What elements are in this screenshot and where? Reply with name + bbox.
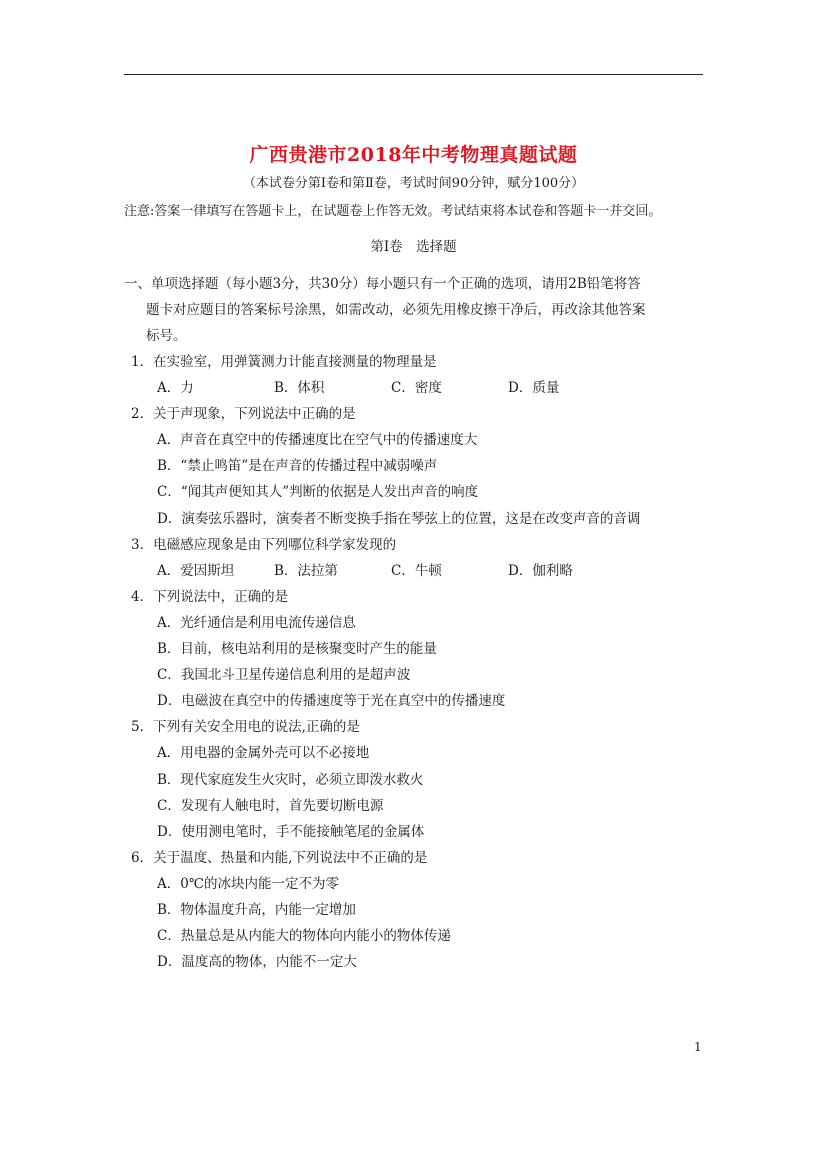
option-row: [131, 558, 711, 584]
option: B．体积: [274, 380, 325, 397]
option: B．现代家庭发生火灾时，必须立即泼水救火: [157, 771, 424, 788]
question-list: [131, 349, 711, 975]
option: A．0℃的冰块内能一定不为零: [157, 875, 339, 892]
option: B．物体温度升高，内能一定增加: [157, 901, 356, 918]
option: D．温度高的物体，内能不一定大: [157, 954, 357, 971]
question-stem: 3．电磁感应现象是由下列哪位科学家发现的: [131, 536, 397, 553]
exam-info: （本试卷分第Ⅰ卷和第Ⅱ卷，考试时间90分钟，赋分100分）: [242, 176, 585, 191]
option: D．伽利略: [508, 562, 573, 579]
question-stem: 5．下列有关安全用电的说法,正确的是: [131, 719, 360, 736]
question-stem: 4．下列说法中，正确的是: [131, 588, 289, 605]
option: A．声音在真空中的传播速度比在空气中的传播速度大: [157, 432, 478, 449]
instructions-line: 标号。: [146, 328, 187, 344]
question-stem: 2．关于声现象，下列说法中正确的是: [131, 406, 356, 423]
option: D．电磁波在真空中的传播速度等于光在真空中的传播速度: [157, 693, 506, 710]
option: B．目前，核电站利用的是核聚变时产生的能量: [157, 641, 437, 658]
option-row: [131, 375, 711, 401]
instructions-line: 一、单项选择题（每小题3分，共30分）每小题只有一个正确的选项，请用2B铅笔将答: [124, 276, 641, 292]
option: A．用电器的金属外壳可以不必接地: [157, 745, 370, 762]
exam-notice: 注意:答案一律填写在答题卡上，在试题卷上作答无效。考试结束将本试卷和答题卡一并交回。: [124, 204, 662, 219]
header-rule: [124, 74, 703, 75]
option: C．密度: [391, 380, 442, 397]
option: C．发现有人触电时，首先要切断电源: [157, 797, 384, 814]
question-stem: 6．关于温度、热量和内能,下列说法中不正确的是: [131, 849, 428, 866]
option: B．“禁止鸣笛”是在声音的传播过程中减弱噪声: [157, 458, 438, 475]
option: A．力: [157, 380, 194, 397]
option: D．质量: [508, 380, 560, 397]
option: C．牛顿: [391, 562, 442, 579]
option: C．热量总是从内能大的物体向内能小的物体传递: [157, 928, 451, 945]
part-one-instructions: [124, 271, 710, 349]
question-stem: 1．在实验室，用弹簧测力计能直接测量的物理量是: [131, 354, 437, 370]
option: B．法拉第: [274, 562, 338, 579]
option: A．光纤通信是利用电流传递信息: [157, 614, 356, 631]
instructions-line: 题卡对应题目的答案标号涂黑，如需改动，必须先用橡皮擦干净后，再改涂其他答案: [146, 302, 646, 318]
page-number: 1: [694, 1040, 702, 1054]
option: C．我国北斗卫星传递信息利用的是超声波: [157, 667, 411, 684]
option: C．“闻其声便知其人”判断的依据是人发出声音的响度: [157, 484, 479, 501]
option: A．爱因斯坦: [157, 562, 235, 579]
option: D．演奏弦乐器时，演奏者不断变换手指在琴弦上的位置，这是在改变声音的音调: [157, 510, 641, 527]
page-title: 广西贵港市2018年中考物理真题试题: [249, 144, 578, 166]
option: D．使用测电笔时，手不能接触笔尾的金属体: [157, 823, 425, 840]
section-title: 第Ⅰ卷 选择题: [370, 239, 457, 255]
